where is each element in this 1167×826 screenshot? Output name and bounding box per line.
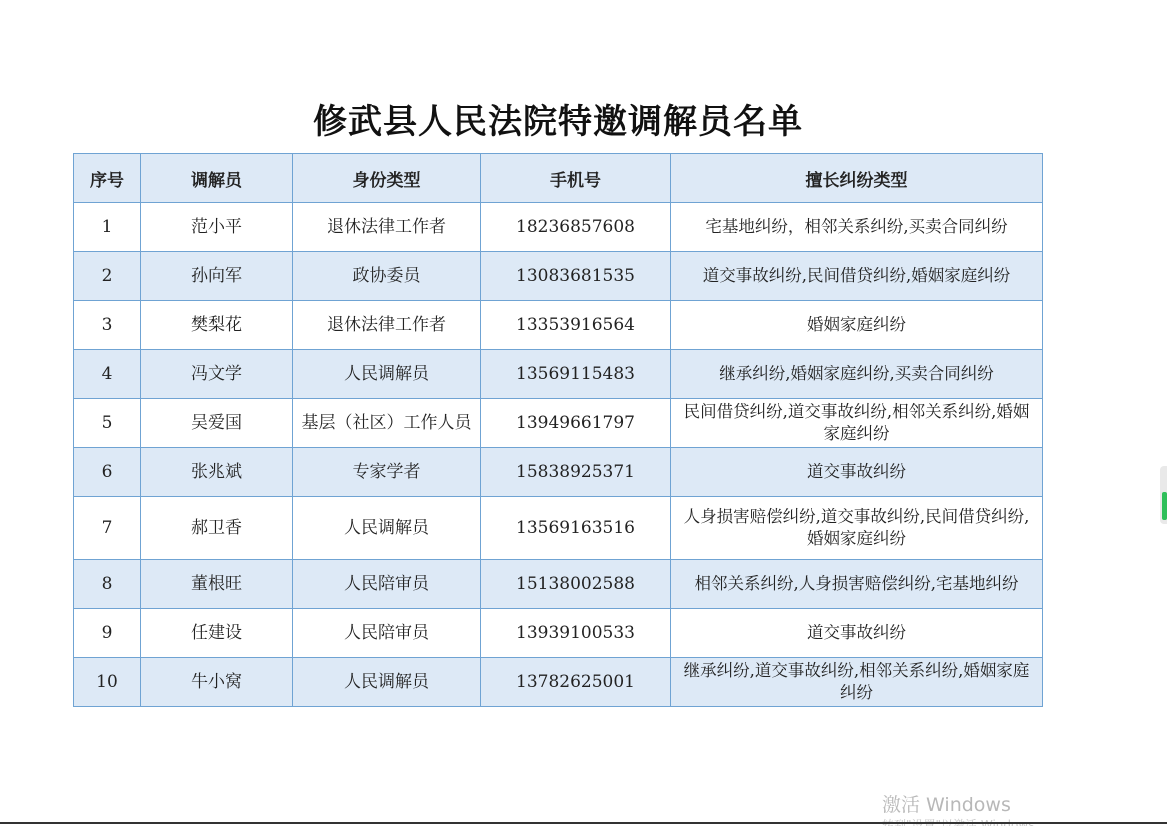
cell-identity: 人民陪审员 <box>293 560 481 609</box>
cell-dispute-types: 相邻关系纠纷,人身损害赔偿纠纷,宅基地纠纷 <box>671 560 1043 609</box>
side-scroll-tab[interactable] <box>1160 466 1167 524</box>
cell-phone: 13949661797 <box>481 399 671 448</box>
cell-mediator: 吴爱国 <box>141 399 293 448</box>
cell-mediator: 董根旺 <box>141 560 293 609</box>
cell-phone: 13569115483 <box>481 350 671 399</box>
table-row <box>74 448 1043 497</box>
cell-identity: 专家学者 <box>293 448 481 497</box>
column-header-mediator: 调解员 <box>141 154 293 203</box>
cell-mediator: 范小平 <box>141 203 293 252</box>
table-row <box>74 350 1043 399</box>
cell-phone: 13353916564 <box>481 301 671 350</box>
cell-index: 10 <box>74 658 141 707</box>
cell-phone: 13939100533 <box>481 609 671 658</box>
table-row <box>74 252 1043 301</box>
cell-phone: 15138002588 <box>481 560 671 609</box>
cell-index: 2 <box>74 252 141 301</box>
column-header-dispute-types: 擅长纠纷类型 <box>671 154 1043 203</box>
cell-mediator: 孙向军 <box>141 252 293 301</box>
bottom-divider <box>0 822 1167 824</box>
cell-identity: 人民调解员 <box>293 350 481 399</box>
cell-mediator: 樊梨花 <box>141 301 293 350</box>
cell-dispute-types: 人身损害赔偿纠纷,道交事故纠纷,民间借贷纠纷,婚姻家庭纠纷 <box>671 497 1043 560</box>
cell-identity: 退休法律工作者 <box>293 203 481 252</box>
cell-phone: 13083681535 <box>481 252 671 301</box>
cell-dispute-types: 继承纠纷,道交事故纠纷,相邻关系纠纷,婚姻家庭纠纷 <box>671 658 1043 707</box>
mediator-table <box>73 153 1043 707</box>
cell-index: 7 <box>74 497 141 560</box>
cell-phone: 15838925371 <box>481 448 671 497</box>
cell-mediator: 牛小窝 <box>141 658 293 707</box>
cell-index: 6 <box>74 448 141 497</box>
cell-index: 8 <box>74 560 141 609</box>
cell-phone: 13569163516 <box>481 497 671 560</box>
cell-dispute-types: 继承纠纷,婚姻家庭纠纷,买卖合同纠纷 <box>671 350 1043 399</box>
cell-dispute-types: 道交事故纠纷,民间借贷纠纷,婚姻家庭纠纷 <box>671 252 1043 301</box>
cell-mediator: 张兆斌 <box>141 448 293 497</box>
cell-identity: 人民调解员 <box>293 658 481 707</box>
cell-mediator: 冯文学 <box>141 350 293 399</box>
cell-index: 1 <box>74 203 141 252</box>
table-row <box>74 301 1043 350</box>
windows-activation-hint <box>882 816 1046 826</box>
cell-index: 5 <box>74 399 141 448</box>
cell-identity: 基层（社区）工作人员 <box>293 399 481 448</box>
cell-phone: 18236857608 <box>481 203 671 252</box>
table-row <box>74 399 1043 448</box>
cell-identity: 人民陪审员 <box>293 609 481 658</box>
column-header-phone: 手机号 <box>481 154 671 203</box>
cell-dispute-types: 婚姻家庭纠纷 <box>671 301 1043 350</box>
windows-activation-watermark: 激活 Windows <box>882 794 1011 816</box>
page-title: 修武县人民法院特邀调解员名单 <box>313 102 803 142</box>
cell-dispute-types: 道交事故纠纷 <box>671 448 1043 497</box>
table-row <box>74 203 1043 252</box>
cell-identity: 人民调解员 <box>293 497 481 560</box>
column-header-identity: 身份类型 <box>293 154 481 203</box>
side-scroll-indicator <box>1162 492 1167 520</box>
cell-index: 9 <box>74 609 141 658</box>
column-header-index: 序号 <box>74 154 141 203</box>
cell-dispute-types: 宅基地纠纷，相邻关系纠纷,买卖合同纠纷 <box>671 203 1043 252</box>
cell-identity: 退休法律工作者 <box>293 301 481 350</box>
cell-phone: 13782625001 <box>481 658 671 707</box>
table-row <box>74 609 1043 658</box>
table-row <box>74 560 1043 609</box>
cell-index: 3 <box>74 301 141 350</box>
cell-dispute-types: 民间借贷纠纷,道交事故纠纷,相邻关系纠纷,婚姻家庭纠纷 <box>671 399 1043 448</box>
cell-identity: 政协委员 <box>293 252 481 301</box>
cell-dispute-types: 道交事故纠纷 <box>671 609 1043 658</box>
cell-mediator: 郝卫香 <box>141 497 293 560</box>
table-row <box>74 497 1043 560</box>
cell-index: 4 <box>74 350 141 399</box>
cell-mediator: 任建设 <box>141 609 293 658</box>
table-row <box>74 658 1043 707</box>
table-header-row <box>74 154 1043 203</box>
